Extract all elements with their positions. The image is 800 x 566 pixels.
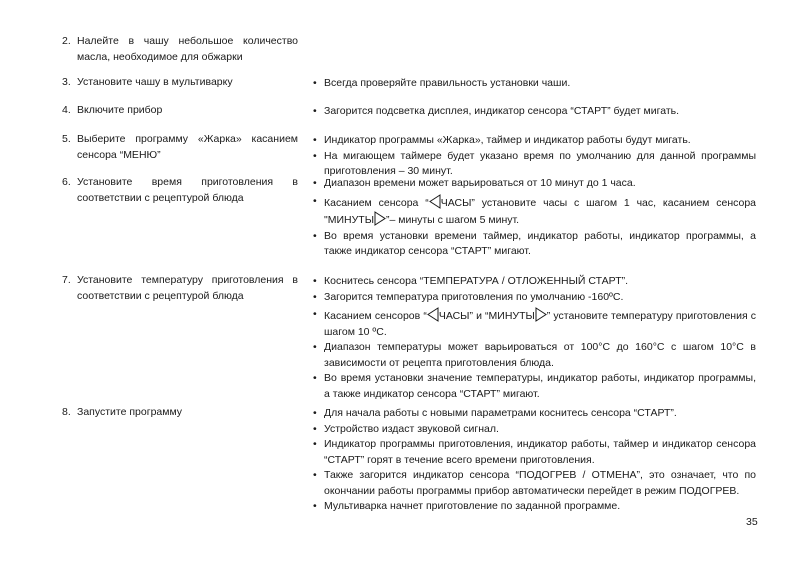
- bullet-item: • Всегда проверяйте правильность установки чаши.: [313, 76, 756, 92]
- bullet-text: ЧАСЫ” и “МИНУТЫ: [438, 310, 535, 322]
- step-text: Включите прибор: [77, 104, 163, 116]
- bullet-item: • Загорится температура приготовления по умолчанию -160ºС.: [313, 290, 756, 306]
- bullet-item: • Во время установки значение температуры, индикатор работы, индикатор программы, а также индикатор сенсора “СТАРТ” мигают.: [313, 371, 756, 402]
- step-text: Установите чашу в мультиварку: [77, 76, 233, 88]
- bullet-item: • Мультиварка начнет приготовление по заданной программе.: [313, 499, 756, 515]
- bullet-item: • Диапазон времени может варьироваться от 10 минут до 1 часа.: [313, 176, 756, 192]
- page-number: 35: [746, 516, 758, 528]
- minutes-right-arrow-icon: [374, 211, 386, 226]
- bullet-item: • На мигающем таймере будет указано время по умолчанию для данной программы приготовления – 30 минут.: [313, 149, 756, 180]
- step-8-instruction: [62, 405, 298, 421]
- step-5-instruction: [62, 132, 298, 163]
- bullet-item: • Загорится подсветка дисплея, индикатор сенсора “СТАРТ” будет мигать.: [313, 104, 756, 120]
- bullet-item: • Во время установки времени таймер, индикатор работы, индикатор программы, а также индикатор сенсора “СТАРТ” мигают.: [313, 229, 756, 260]
- bullet-text: ЧАСЫ” установите часы с шагом 1 час, касанием сенсора "МИНУТЫ: [324, 196, 757, 226]
- step-text: Установите время приготовления в соответствии с рецептурой блюда: [77, 176, 298, 204]
- minutes-right-arrow-icon: [535, 307, 547, 322]
- bullet-item: • Устройство издаст звуковой сигнал.: [313, 422, 756, 438]
- bullet-item: • Коснитесь сенсора “ТЕМПЕРАТУРА / ОТЛОЖЕННЫЙ СТАРТ”.: [313, 274, 756, 290]
- hours-left-arrow-icon: [429, 194, 441, 209]
- bullet-item: [313, 194, 756, 229]
- step-text: Установите температуру приготовления в соответствии с рецептурой блюда: [77, 274, 298, 302]
- step-number: 6.: [62, 176, 71, 188]
- step-number: 4.: [62, 104, 71, 116]
- step-7-instruction: [62, 273, 298, 304]
- hours-left-arrow-icon: [427, 307, 439, 322]
- step-number: 3.: [62, 76, 71, 88]
- bullet-text: ” установите температуру приготовления с шагом 10 ºС.: [324, 310, 757, 338]
- step-4-notes: [313, 104, 756, 120]
- step-8-notes: [313, 406, 756, 515]
- step-number: 5.: [62, 133, 71, 145]
- step-4-instruction: [62, 103, 298, 119]
- step-text: Запустите программу: [77, 406, 183, 418]
- step-text: Выберите программу «Жарка» касанием сенсора “МЕНЮ”: [77, 133, 298, 161]
- bullet-text: Касанием сенсора “: [324, 196, 429, 209]
- step-6-notes: [313, 176, 756, 260]
- step-number: 2.: [62, 35, 71, 47]
- step-3-instruction: [62, 75, 298, 91]
- bullet-item: [313, 307, 756, 340]
- step-5-notes: [313, 133, 756, 180]
- step-number: 7.: [62, 274, 71, 286]
- bullet-text: Касанием сенсоров “: [324, 310, 427, 322]
- step-7-notes: [313, 274, 756, 402]
- bullet-item: • Индикатор программы приготовления, индикатор работы, таймер и индикатор сенсора “СТАРТ” горят в течение всего времени приготовления.: [313, 437, 756, 468]
- bullet-item: • Диапазон температуры может варьироваться от 100°С до 160°С с шагом 10°С в зависимости от рецепта приготовления блюда.: [313, 340, 756, 371]
- step-3-notes: [313, 76, 756, 92]
- bullet-item: • Также загорится индикатор сенсора “ПОДОГРЕВ / ОТМЕНА”, это означает, что по окончании работы программы прибор автоматически перейдет в режим ПОДОГРЕВ.: [313, 468, 756, 499]
- step-number: 8.: [62, 406, 71, 418]
- bullet-item: • Для начала работы с новыми параметрами коснитесь сенсора “СТАРТ”.: [313, 406, 756, 422]
- bullet-text: ”– минуты с шагом 5 минут.: [385, 214, 520, 226]
- bullet-item: • Индикатор программы «Жарка», таймер и индикатор работы будут мигать.: [313, 133, 756, 149]
- step-2-instruction: [62, 34, 298, 65]
- step-6-instruction: [62, 175, 298, 206]
- step-text: Налейте в чашу небольшое количество масла, необходимое для обжарки: [77, 35, 298, 63]
